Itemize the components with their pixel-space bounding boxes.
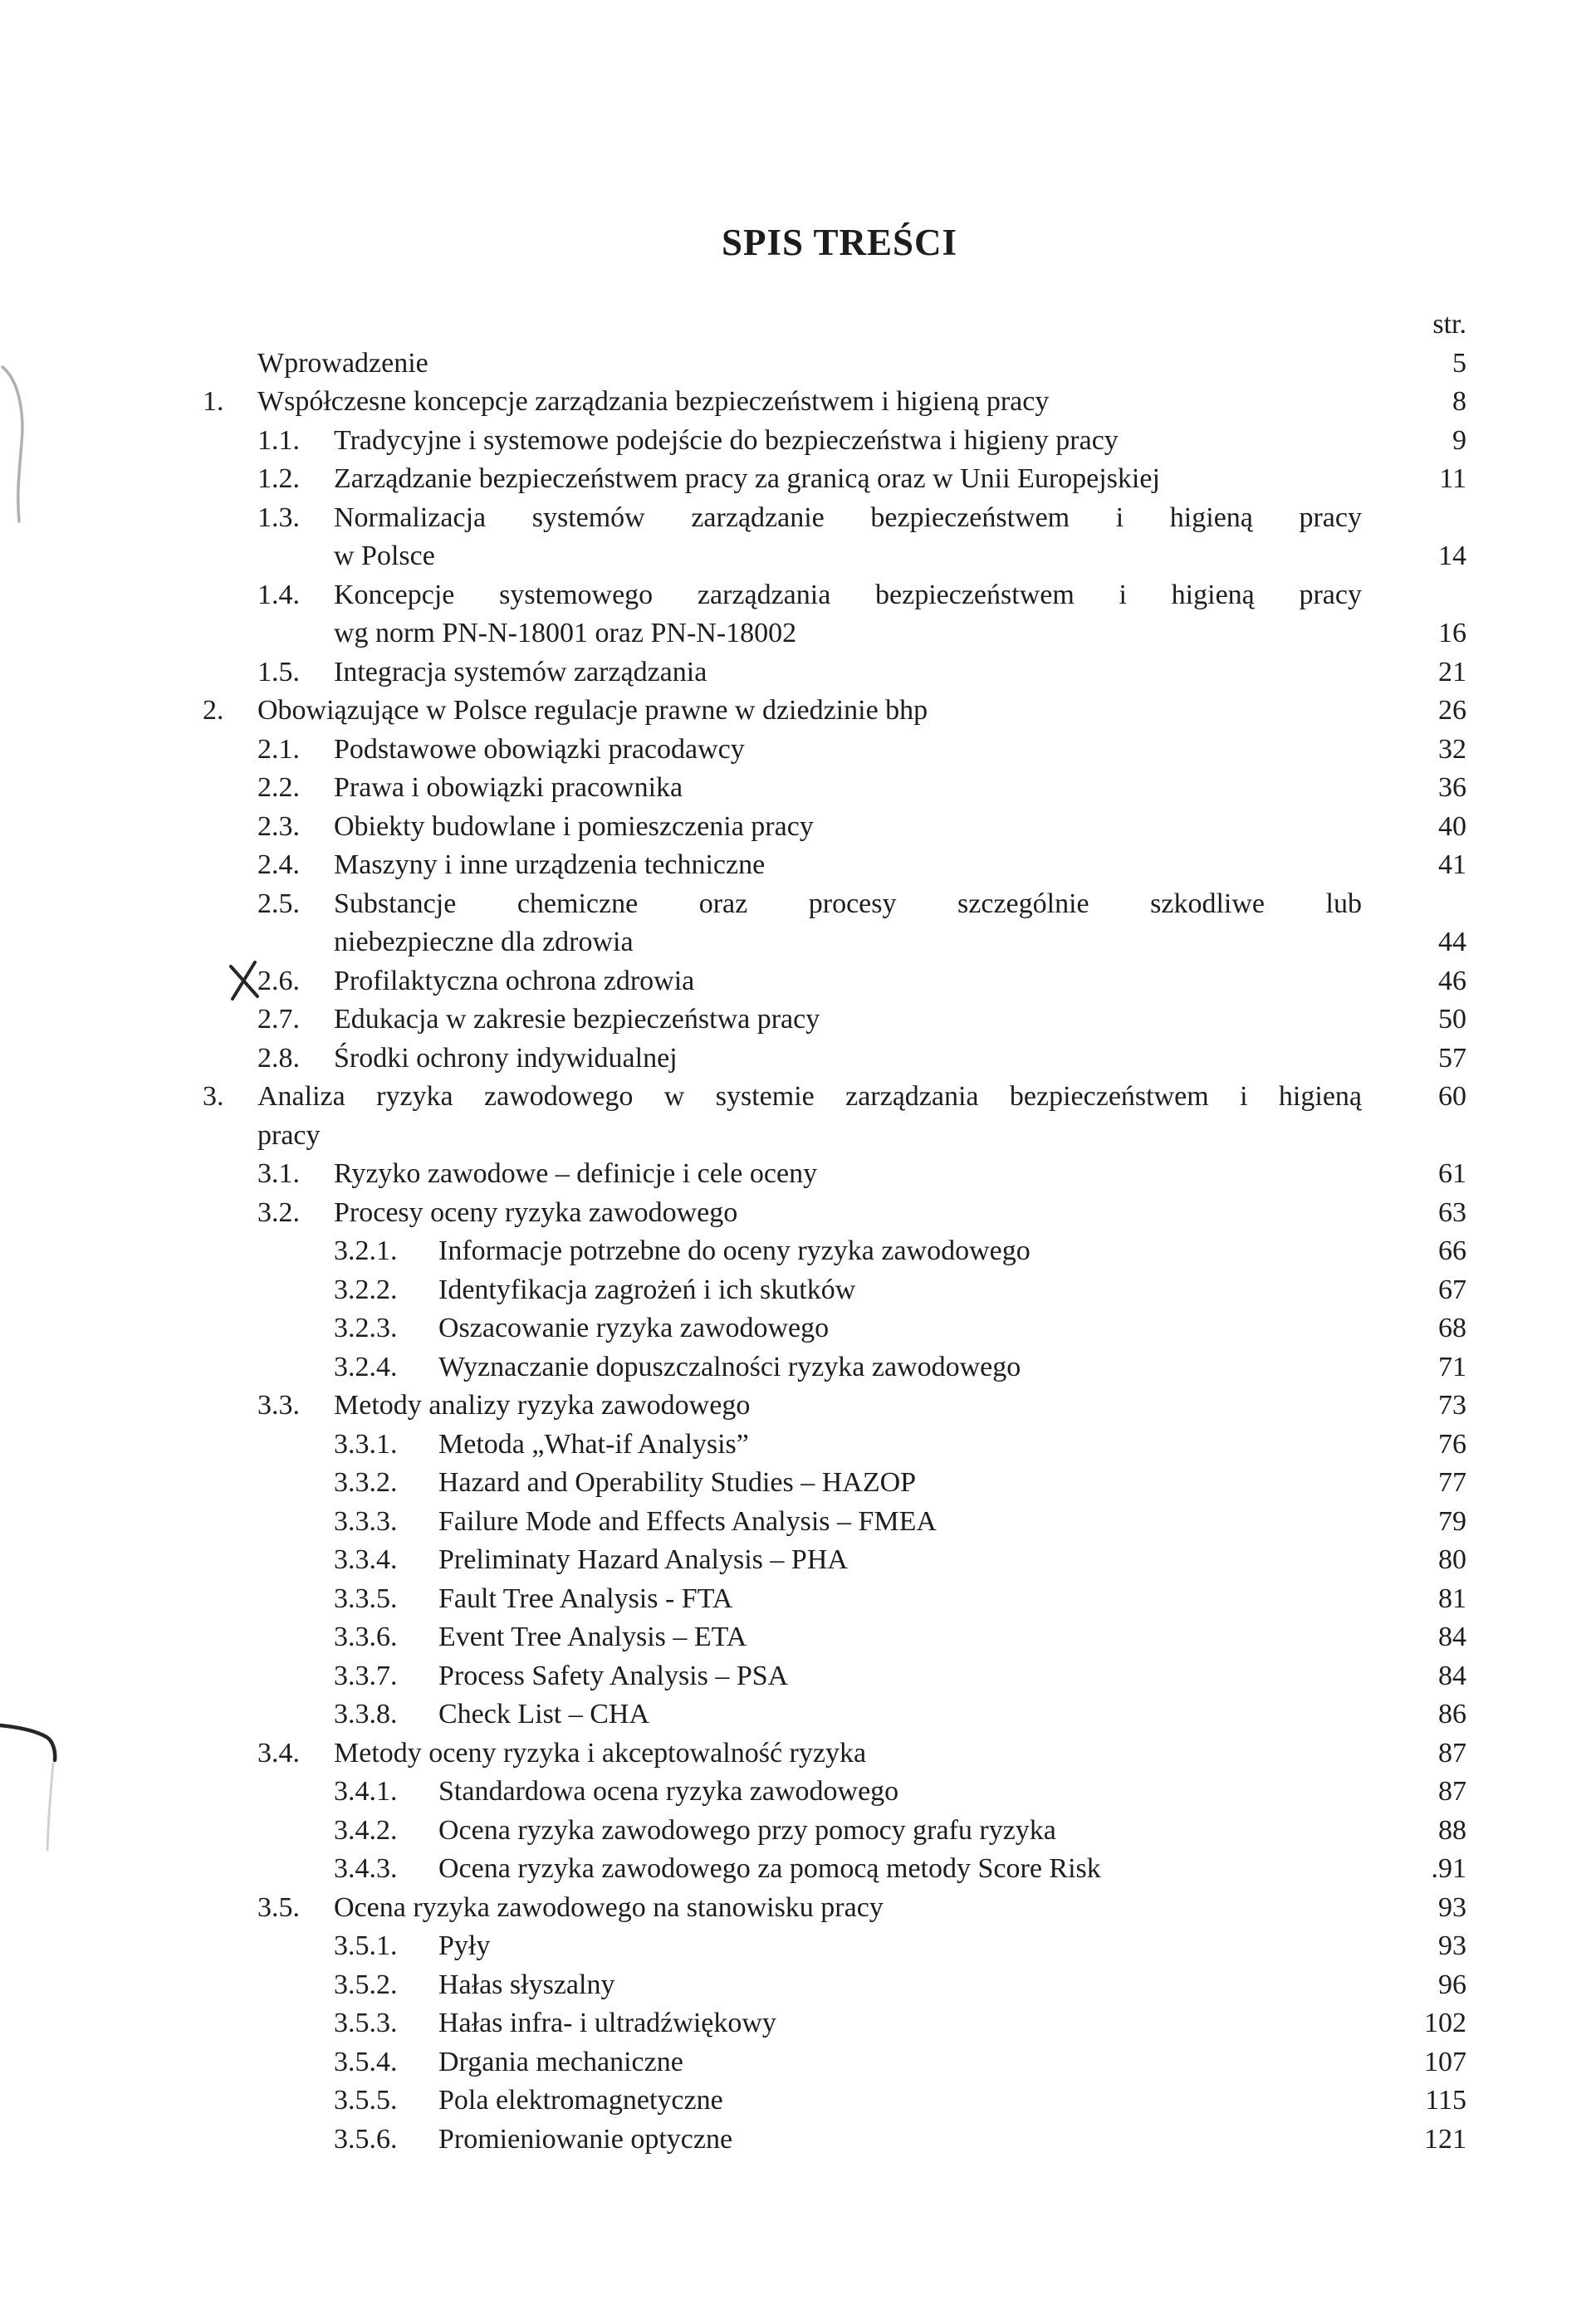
toc-page-number: 81 bbox=[1438, 1583, 1466, 1614]
toc-entry-text: Hałas słyszalny bbox=[438, 1969, 615, 2000]
page-title: SPIS TREŚCI bbox=[721, 222, 958, 263]
toc-entry-number: 3. bbox=[203, 1081, 224, 1112]
toc-line bbox=[0, 2043, 1596, 2082]
toc-entry-number: 3.2.3. bbox=[334, 1313, 398, 1343]
toc-entry-number: 3.3.3. bbox=[334, 1505, 398, 1537]
toc-line bbox=[0, 1000, 1596, 1040]
toc-line bbox=[0, 1580, 1596, 1619]
toc-page-number: 11 bbox=[1439, 463, 1466, 494]
table-of-contents bbox=[0, 306, 1596, 2159]
toc-line bbox=[0, 1194, 1596, 1233]
toc-line bbox=[0, 1734, 1596, 1773]
toc-entry-text: Koncepcje systemowego zarządzania bezpieczeństwem i higieną pracy bbox=[334, 579, 1362, 610]
toc-entry-number: 3.3.6. bbox=[334, 1622, 398, 1652]
toc-line bbox=[0, 653, 1596, 692]
toc-page-number: 107 bbox=[1424, 2046, 1466, 2077]
toc-entry-number: 1.5. bbox=[257, 656, 300, 687]
toc-entry-text: Preliminaty Hazard Analysis – PHA bbox=[438, 1544, 848, 1575]
toc-page-number: 79 bbox=[1438, 1505, 1466, 1537]
toc-entry-text: Wprowadzenie bbox=[257, 347, 428, 379]
toc-entry-number: 1.4. bbox=[257, 579, 300, 610]
toc-page-number: 26 bbox=[1438, 695, 1466, 726]
toc-page-number: 102 bbox=[1424, 2008, 1466, 2038]
toc-entry-text: Failure Mode and Effects Analysis – FMEA bbox=[438, 1505, 937, 1537]
toc-line bbox=[0, 1464, 1596, 1503]
toc-page-number: 36 bbox=[1438, 772, 1466, 803]
toc-entry-number: 1.2. bbox=[257, 463, 300, 494]
toc-page-number: 96 bbox=[1438, 1969, 1466, 2000]
toc-page-number: 16 bbox=[1438, 618, 1466, 648]
toc-entry-text: Edukacja w zakresie bezpieczeństwa pracy bbox=[334, 1004, 820, 1035]
toc-page-number: 63 bbox=[1438, 1196, 1466, 1228]
toc-entry-text: Procesy oceny ryzyka zawodowego bbox=[334, 1196, 738, 1228]
toc-entry-number: 1.1. bbox=[257, 424, 300, 456]
toc-entry-number: 3.5.1. bbox=[334, 1930, 398, 1961]
toc-line bbox=[0, 1966, 1596, 2005]
toc-entry-text: Ocena ryzyka zawodowego przy pomocy grafu ryzyka bbox=[438, 1814, 1056, 1846]
toc-entry-text: Identyfikacja zagrożeń i ich skutków bbox=[438, 1274, 856, 1305]
toc-entry-text: Metody oceny ryzyka i akceptowalność ryzyka bbox=[334, 1737, 867, 1769]
toc-page-number: 80 bbox=[1438, 1544, 1466, 1575]
toc-line bbox=[0, 1541, 1596, 1580]
toc-entry-number: 3.4. bbox=[257, 1737, 300, 1769]
toc-page-number: 77 bbox=[1438, 1467, 1466, 1498]
toc-entry-text: Analiza ryzyka zawodowego w systemie zarządzania bezpieczeństwem i higieną bbox=[257, 1081, 1362, 1112]
toc-entry-number: 3.4.1. bbox=[334, 1776, 398, 1807]
toc-entry-text: Oszacowanie ryzyka zawodowego bbox=[438, 1313, 830, 1343]
toc-page-number: 9 bbox=[1452, 424, 1466, 456]
toc-line bbox=[0, 1078, 1596, 1117]
page-column-header-line bbox=[0, 306, 1596, 345]
toc-entry-number: 3.1. bbox=[257, 1158, 300, 1189]
toc-entry-text: Prawa i obowiązki pracownika bbox=[334, 772, 683, 803]
toc-entry-number: 2.4. bbox=[257, 849, 300, 880]
toc-entry-number: 2.5. bbox=[257, 888, 300, 919]
toc-entry-number: 2. bbox=[203, 695, 224, 726]
toc-entry-text: Środki ochrony indywidualnej bbox=[334, 1042, 678, 1074]
toc-entry-text: Zarządzanie bezpieczeństwem pracy za granicą oraz w Unii Europejskiej bbox=[334, 463, 1160, 494]
toc-line bbox=[0, 537, 1596, 576]
toc-page-number: 67 bbox=[1438, 1274, 1466, 1305]
toc-entry-number: 3.3.7. bbox=[334, 1660, 398, 1691]
toc-line bbox=[0, 1618, 1596, 1657]
toc-entry-text: wg norm PN-N-18001 oraz PN-N-18002 bbox=[334, 618, 797, 648]
toc-page-number: 57 bbox=[1438, 1042, 1466, 1074]
toc-entry-number: 2.3. bbox=[257, 810, 300, 842]
toc-entry-text: Standardowa ocena ryzyka zawodowego bbox=[438, 1776, 899, 1807]
toc-line bbox=[0, 692, 1596, 731]
toc-entry-number: 3.4.3. bbox=[334, 1853, 398, 1884]
toc-line bbox=[0, 1387, 1596, 1426]
toc-entry-text: Obiekty budowlane i pomieszczenia pracy bbox=[334, 810, 814, 842]
toc-entry-number: 3.4.2. bbox=[334, 1814, 398, 1846]
toc-entry-text: Wyznaczanie dopuszczalności ryzyka zawodowego bbox=[438, 1351, 1021, 1382]
toc-entry-text: Pola elektromagnetyczne bbox=[438, 2085, 723, 2116]
toc-entry-text: Integracja systemów zarządzania bbox=[334, 656, 707, 687]
toc-page-number: 84 bbox=[1438, 1660, 1466, 1691]
toc-page-number: 41 bbox=[1438, 849, 1466, 880]
toc-line bbox=[0, 460, 1596, 499]
toc-entry-text: Profilaktyczna ochrona zdrowia bbox=[334, 965, 695, 996]
toc-entry-text: Ocena ryzyka zawodowego za pomocą metody Score Risk bbox=[438, 1853, 1101, 1884]
toc-entry-number: 1.3. bbox=[257, 501, 300, 533]
toc-line bbox=[0, 808, 1596, 847]
toc-line bbox=[0, 1232, 1596, 1271]
toc-line bbox=[0, 383, 1596, 422]
toc-entry-text: Ocena ryzyka zawodowego na stanowisku pracy bbox=[334, 1891, 884, 1923]
toc-line bbox=[0, 962, 1596, 1001]
toc-entry-text: Ryzyko zawodowe – definicje i cele oceny bbox=[334, 1158, 818, 1189]
toc-page-number: 5 bbox=[1452, 347, 1466, 379]
toc-page-number: 115 bbox=[1425, 2085, 1466, 2116]
toc-page-number: 50 bbox=[1438, 1004, 1466, 1035]
toc-entry-number: 3.5.4. bbox=[334, 2046, 398, 2077]
toc-entry-number: 3.5.6. bbox=[334, 2123, 398, 2155]
toc-entry-number: 2.8. bbox=[257, 1042, 300, 1074]
toc-page-number: 61 bbox=[1438, 1158, 1466, 1189]
toc-line bbox=[0, 1927, 1596, 1966]
toc-entry-text: Obowiązujące w Polsce regulacje prawne w dziedzinie bhp bbox=[257, 695, 928, 726]
toc-line bbox=[0, 923, 1596, 962]
toc-page-number: 66 bbox=[1438, 1235, 1466, 1266]
toc-entry-number: 3.3.5. bbox=[334, 1583, 398, 1614]
toc-line bbox=[0, 769, 1596, 808]
toc-line bbox=[0, 1348, 1596, 1387]
toc-page-number: 71 bbox=[1438, 1351, 1466, 1382]
toc-line bbox=[0, 345, 1596, 384]
toc-line bbox=[0, 1503, 1596, 1542]
toc-page-number: 21 bbox=[1438, 656, 1466, 687]
toc-entry-number: 1. bbox=[203, 386, 224, 417]
toc-entry-number: 3.3. bbox=[257, 1390, 300, 1421]
toc-page-number: 8 bbox=[1452, 386, 1466, 417]
toc-entry-text: Promieniowanie optyczne bbox=[438, 2123, 733, 2155]
toc-page-number: 40 bbox=[1438, 810, 1466, 842]
toc-entry-text: Process Safety Analysis – PSA bbox=[438, 1660, 789, 1691]
toc-entry-text: Event Tree Analysis – ETA bbox=[438, 1622, 747, 1652]
page-column-header: str. bbox=[1432, 309, 1466, 340]
toc-entry-text: Pyły bbox=[438, 1930, 491, 1961]
toc-entry-number: 3.5.5. bbox=[334, 2085, 398, 2116]
toc-page-number: 84 bbox=[1438, 1622, 1466, 1652]
toc-entry-text: Metoda „What-if Analysis” bbox=[438, 1428, 749, 1460]
toc-entry-number: 3.3.8. bbox=[334, 1699, 398, 1729]
toc-entry-number: 3.3.4. bbox=[334, 1544, 398, 1575]
toc-entry-number: 2.2. bbox=[257, 772, 300, 803]
toc-line bbox=[0, 1271, 1596, 1310]
toc-entry-text: pracy bbox=[257, 1119, 321, 1151]
toc-line bbox=[0, 1426, 1596, 1465]
toc-entry-text: Fault Tree Analysis - FTA bbox=[438, 1583, 733, 1614]
toc-entry-number: 3.2.1. bbox=[334, 1235, 398, 1266]
toc-page-number: 121 bbox=[1424, 2123, 1466, 2155]
toc-page-number: 14 bbox=[1438, 541, 1466, 571]
toc-line bbox=[0, 1850, 1596, 1889]
toc-line bbox=[0, 1155, 1596, 1194]
toc-entry-text: Podstawowe obowiązki pracodawcy bbox=[334, 733, 745, 765]
toc-entry-number: 3.5.2. bbox=[334, 1969, 398, 2000]
toc-entry-text: Hazard and Operability Studies – HAZOP bbox=[438, 1467, 917, 1498]
toc-line bbox=[0, 1889, 1596, 1928]
toc-entry-number: 3.3.1. bbox=[334, 1428, 398, 1460]
toc-page-number: 87 bbox=[1438, 1776, 1466, 1807]
toc-entry-text: Drgania mechaniczne bbox=[438, 2046, 683, 2077]
toc-entry-text: Substancje chemiczne oraz procesy szczególnie szkodliwe lub bbox=[334, 888, 1362, 919]
toc-entry-text: Metody analizy ryzyka zawodowego bbox=[334, 1390, 751, 1421]
toc-line bbox=[0, 2004, 1596, 2043]
toc-entry-number: 2.7. bbox=[257, 1004, 300, 1035]
toc-line bbox=[0, 422, 1596, 461]
toc-line bbox=[0, 2121, 1596, 2160]
toc-line bbox=[0, 846, 1596, 885]
toc-page-number: 93 bbox=[1438, 1930, 1466, 1961]
toc-entry-text: Informacje potrzebne do oceny ryzyka zawodowego bbox=[438, 1235, 1031, 1266]
toc-entry-text: w Polsce bbox=[334, 541, 435, 571]
toc-entry-text: Hałas infra- i ultradźwiękowy bbox=[438, 2008, 776, 2038]
toc-entry-text: Współczesne koncepcje zarządzania bezpieczeństwem i higieną pracy bbox=[257, 386, 1050, 417]
toc-line bbox=[0, 576, 1596, 615]
toc-page-number: 73 bbox=[1438, 1390, 1466, 1421]
toc-entry-number: 3.2. bbox=[257, 1196, 300, 1228]
toc-entry-number: 2.6. bbox=[257, 965, 300, 996]
toc-entry-text: niebezpieczne dla zdrowia bbox=[334, 927, 634, 957]
toc-page-number: 86 bbox=[1438, 1699, 1466, 1729]
toc-line bbox=[0, 2082, 1596, 2121]
toc-entry-text: Tradycyjne i systemowe podejście do bezpieczeństwa i higieny pracy bbox=[334, 424, 1119, 456]
toc-entry-number: 3.5. bbox=[257, 1891, 300, 1923]
toc-entry-text: Check List – CHA bbox=[438, 1699, 650, 1729]
toc-page-number: 46 bbox=[1438, 965, 1466, 996]
toc-page-number: 87 bbox=[1438, 1737, 1466, 1769]
toc-page-number: 32 bbox=[1438, 733, 1466, 765]
toc-entry-number: 3.5.3. bbox=[334, 2008, 398, 2038]
toc-line bbox=[0, 1117, 1596, 1156]
toc-line bbox=[0, 1657, 1596, 1696]
toc-line bbox=[0, 731, 1596, 770]
toc-line bbox=[0, 614, 1596, 653]
toc-page-number: 68 bbox=[1438, 1313, 1466, 1343]
toc-line bbox=[0, 1773, 1596, 1812]
toc-page-number: .91 bbox=[1431, 1853, 1466, 1884]
toc-line bbox=[0, 885, 1596, 924]
toc-page-number: 44 bbox=[1438, 927, 1466, 957]
toc-line bbox=[0, 1309, 1596, 1348]
toc-page-number: 60 bbox=[1438, 1081, 1466, 1112]
toc-entry-number: 2.1. bbox=[257, 733, 300, 765]
toc-entry-number: 3.2.2. bbox=[334, 1274, 398, 1305]
toc-line bbox=[0, 1695, 1596, 1734]
toc-line bbox=[0, 1812, 1596, 1851]
toc-page-number: 88 bbox=[1438, 1814, 1466, 1846]
toc-line bbox=[0, 1040, 1596, 1079]
toc-page-number: 93 bbox=[1438, 1891, 1466, 1923]
toc-entry-number: 3.2.4. bbox=[334, 1351, 398, 1382]
toc-page-number: 76 bbox=[1438, 1428, 1466, 1460]
toc-entry-number: 3.3.2. bbox=[334, 1467, 398, 1498]
toc-entry-text: Maszyny i inne urządzenia techniczne bbox=[334, 849, 766, 880]
toc-line bbox=[0, 499, 1596, 538]
toc-entry-text: Normalizacja systemów zarządzanie bezpieczeństwem i higieną pracy bbox=[334, 501, 1362, 533]
